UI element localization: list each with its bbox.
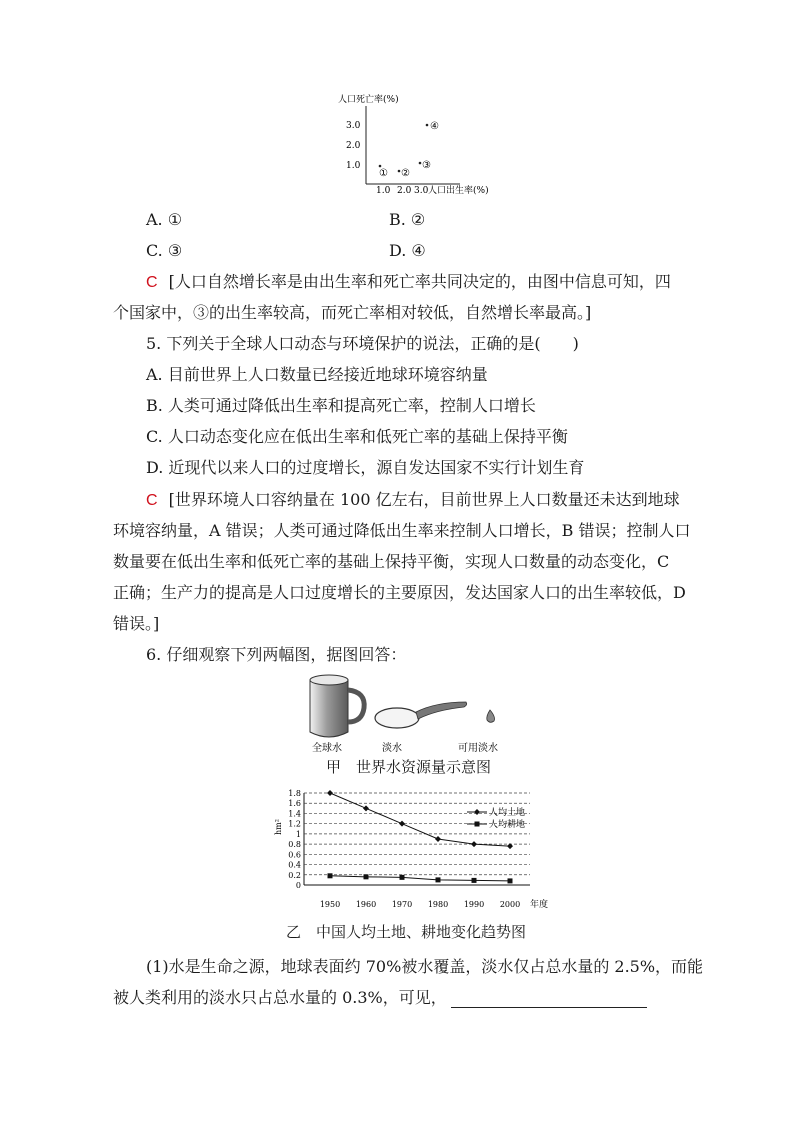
legend-label: 人均耕地 [489, 820, 526, 830]
q4-option-a: A. ① [146, 210, 183, 229]
chart-series [327, 790, 513, 883]
scatter-point [419, 162, 422, 165]
scatter-point-label: ② [401, 168, 410, 179]
chart-grid [304, 793, 530, 885]
scatter-point [379, 165, 382, 168]
legend-square-icon [475, 822, 480, 827]
scatter-xlabel: 人口出生率(%) [428, 186, 489, 196]
series-point-square [400, 875, 405, 880]
water-label: 全球水 [312, 743, 342, 754]
q5-explanation-3: 数量要在低出生率和低死亡率的基础上保持平衡，实现人口数量的动态变化，C [113, 552, 670, 571]
q5-explanation-5: 错误。] [113, 614, 160, 633]
water-label: 可用淡水 [458, 743, 498, 754]
chart-ytick-label: 0 [295, 881, 301, 890]
chart-ytick-label: 1 [295, 829, 301, 839]
chart-xtick-label: 1990 [463, 900, 485, 909]
scatter-ytick: 3.0 [346, 121, 361, 131]
series-point-diamond [435, 836, 441, 842]
chart-xtick-label: 2000 [499, 900, 521, 909]
scatter-point-label: ④ [430, 121, 439, 132]
fig1-caption: 甲 世界水资源量示意图 [326, 758, 492, 776]
chart-ytick-label: 0.4 [288, 860, 301, 870]
answer-blank[interactable] [451, 991, 647, 1008]
q5-explanation-4: 正确；生产力的提高是人口过度增长的主要原因，发达国家人口的出生率较低，D [113, 583, 686, 602]
chart-ytick-label: 1.6 [288, 799, 301, 809]
scatter-figure [330, 92, 500, 200]
q5-option-d: D. 近现代以来人口的过度增长，源自发达国家不实行计划生育 [146, 458, 585, 477]
chart-xtick-label: 1970 [391, 900, 413, 909]
land-trend-chart [272, 785, 562, 911]
fig2-caption: 乙 中国人均土地、耕地变化趋势图 [286, 923, 527, 941]
q5-answer-line [146, 490, 680, 511]
scatter-point-label: ① [379, 168, 388, 179]
chart-xticks [320, 900, 520, 909]
chart-ytick-label: 1.8 [288, 789, 301, 798]
scatter-xtick: 1.0 [376, 186, 391, 196]
chart-yticks [288, 789, 301, 890]
q6-sub1-line1: (1)水是生命之源，地球表面约 70%被水覆盖，淡水仅占总水量的 2.5%，而能 [146, 957, 704, 976]
scatter-xtick: 2.0 [397, 186, 412, 196]
scatter-ylabel: 人口死亡率(%) [338, 95, 399, 105]
scatter-ytick: 2.0 [346, 141, 361, 151]
q5-option-c: C. 人口动态变化应在低出生率和低死亡率的基础上保持平衡 [146, 427, 568, 446]
spoon-icon [375, 702, 467, 728]
mug-icon [310, 675, 364, 737]
chart-xtick-label: 1950 [319, 900, 341, 909]
chart-xtick-label: 1980 [427, 900, 449, 909]
series-point-square [472, 878, 477, 883]
q4-explanation-1: [人口自然增长率是由出生率和死亡率共同决定的，由图中信息可知，四 [168, 272, 671, 291]
chart-ytick-label: 0.6 [288, 850, 301, 860]
q4-answer: C [146, 274, 158, 291]
water-drop-icon [487, 710, 495, 722]
series-line [330, 876, 510, 881]
scatter-point [426, 124, 429, 127]
water-label: 淡水 [382, 743, 402, 754]
series-point-square [328, 873, 333, 878]
series-point-square [436, 877, 441, 882]
q5-option-b: B. 人类可通过降低出生率和提高死亡率，控制人口增长 [146, 396, 536, 415]
q6-sub1-text: 被人类利用的淡水只占总水量的 0.3%，可见， [113, 988, 447, 1007]
legend-label: 人均土地 [489, 808, 526, 818]
chart-legend [467, 806, 525, 830]
q4-explanation-2: 个国家中，③的出生率较高，而死亡率相对较低，自然增长率最高。] [113, 303, 592, 322]
q6-stem: 6. 仔细观察下列两幅图，据图回答： [146, 645, 407, 664]
series-point-diamond [399, 821, 405, 827]
series-point-diamond [471, 841, 477, 847]
chart-xtick-label: 1960 [355, 900, 377, 909]
chart-ytick-label: 0.8 [288, 840, 301, 850]
q5-answer: C [146, 492, 158, 509]
legend-diamond-icon [474, 809, 480, 815]
chart-xlabel: 年度 [530, 900, 549, 910]
series-point-diamond [363, 805, 369, 811]
series-point-diamond [507, 843, 513, 849]
water-figure [296, 672, 516, 754]
chart-ylabel: hm² [274, 819, 283, 835]
chart-ytick-label: 0.2 [288, 870, 301, 880]
scatter-point [398, 170, 401, 173]
scatter-point-label: ③ [422, 160, 431, 171]
q6-sub1-line2 [113, 988, 647, 1008]
q5-explanation-2: 环境容纳量，A 错误；人类可通过降低出生率来控制人口增长，B 错误；控制人口 [113, 521, 691, 540]
q5-stem: 5. 下列关于全球人口动态与环境保护的说法，正确的是( ) [146, 334, 579, 353]
scatter-xtick: 3.0 [414, 186, 429, 196]
series-line [330, 793, 510, 846]
series-point-square [508, 878, 513, 883]
series-point-diamond [327, 790, 333, 796]
chart-ytick-label: 1.4 [288, 809, 301, 819]
q4-option-d: D. ④ [389, 241, 426, 260]
chart-ytick-label: 1.2 [288, 819, 301, 829]
q4-answer-line [146, 272, 671, 293]
q5-explanation-1: [世界环境人口容纳量在 100 亿左右，目前世界上人口数量还未达到地球 [168, 490, 680, 509]
q4-option-b: B. ② [389, 210, 426, 229]
q4-option-c: C. ③ [146, 241, 183, 260]
scatter-ytick: 1.0 [346, 161, 361, 171]
q5-option-a: A. 目前世界上人口数量已经接近地球环境容纳量 [146, 365, 488, 384]
series-point-square [364, 874, 369, 879]
